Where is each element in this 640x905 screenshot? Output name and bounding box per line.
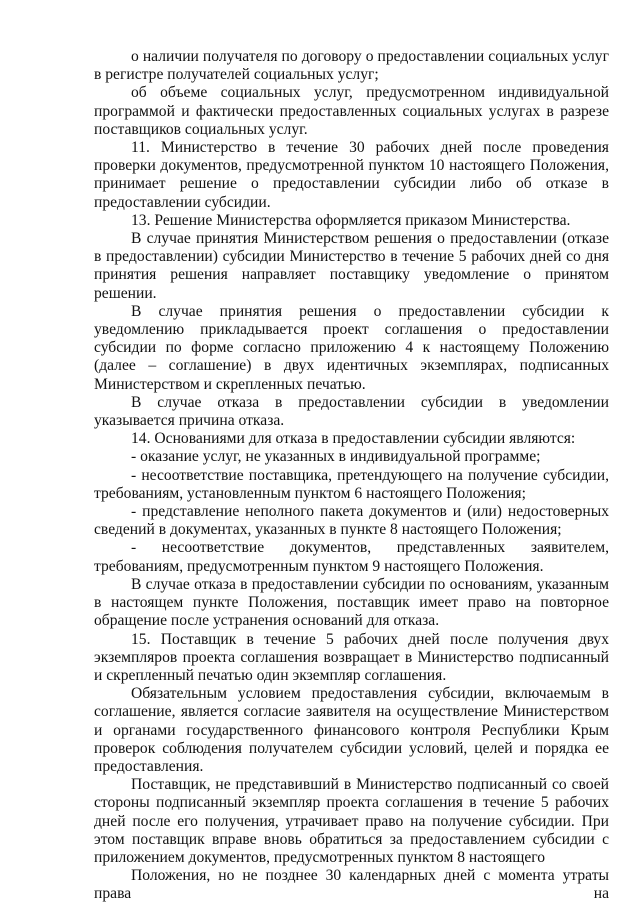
list-item-refusal-ground-4: - несоответствие документов, представленных заявителем, требованиям, предусмотренным пунктом 9 настоящего Положения.: [94, 539, 609, 575]
paragraph-item-13: 13. Решение Министерства оформляется приказом Министерства.: [131, 211, 571, 229]
paragraph-agreement-draft: В случае принятия решения о предоставлении субсидии к уведомлению прикладывается проект соглашения о предоставлении субсидии по форме согласно приложению 4 к настоящему Положению (далее – соглашение) в двух идентичных экземплярах, подписанных Министерством и скрепленных печатью.: [94, 302, 609, 393]
paragraph-unsigned-agreement: [94, 776, 609, 903]
paragraph-decision-notice: В случае принятия Министерством решения о предоставлении (отказе в предоставлении) субсидии Министерство в течение 5 рабочих дней со дня принятия решения направляет поставщику уведомление о принятом решении.: [94, 230, 609, 302]
paragraph-repeat-application: В случае отказа в предоставлении субсидии по основаниям, указанным в настоящем пункте Положения, поставщик имеет право на повторное обращение после устранения оснований для отказа.: [94, 575, 609, 630]
paragraph-recipient-registry: о наличии получателя по договору о предоставлении социальных услуг в регистре получателей социальных услуг;: [94, 48, 609, 84]
list-item-refusal-ground-1: - оказание услуг, не указанных в индивидуальной программе;: [131, 448, 541, 466]
document-page: [94, 48, 609, 904]
paragraph-services-volume: об объеме социальных услуг, предусмотренном индивидуальной программой и фактически предоставленных социальных услугах в разрезе поставщиков социальных услуг.: [94, 84, 609, 138]
list-item-refusal-ground-3: - представление неполного пакета документов и (или) недостоверных сведений в документах, указанных в пункте 8 настоящего Положения;: [94, 503, 609, 539]
paragraph-item-11: 11. Министерство в течение 30 рабочих дней после проведения проверки документов, предусмотренной пунктом 10 настоящего Положения, принимает решение о предоставлении субсидии либо об отказе в предоставлении субсидии.: [94, 139, 609, 211]
paragraph-unsigned-agreement-tail: Положения, но не позднее 30 календарных дней с момента утраты права на: [94, 867, 609, 903]
list-item-refusal-ground-2: - несоответствие поставщика, претендующего на получение субсидии, требованиям, установленным пунктом 6 настоящего Положения;: [94, 466, 609, 502]
paragraph-item-14: 14. Основаниями для отказа в предоставлении субсидии являются:: [131, 430, 576, 448]
paragraph-mandatory-condition: Обязательным условием предоставления субсидии, включаемым в соглашение, является согласие заявителя на осуществление Министерством и органами государственного финансового контроля Республики Крым проверок соблюдения получателем субсидии условий, целей и порядка ее предоставления.: [94, 685, 609, 775]
paragraph-item-15: 15. Поставщик в течение 5 рабочих дней после получения двух экземпляров проекта соглашения возвращает в Министерство подписанный и скрепленный печатью один экземпляр соглашения.: [94, 630, 609, 684]
paragraph-refusal-reason: В случае отказа в предоставлении субсидии в уведомлении указывается причина отказа.: [94, 393, 609, 430]
paragraph-unsigned-agreement-body: Поставщик, не представивший в Министерство подписанный со своей стороны подписанный экземпляр проекта соглашения в течение 5 рабочих дней после его получения, утрачивает право на получение субсидии. При этом поставщик вправе вновь обратиться за предоставлением субсидии с приложением документов, предусмотренных пунктом 8 настоящего: [94, 776, 609, 866]
